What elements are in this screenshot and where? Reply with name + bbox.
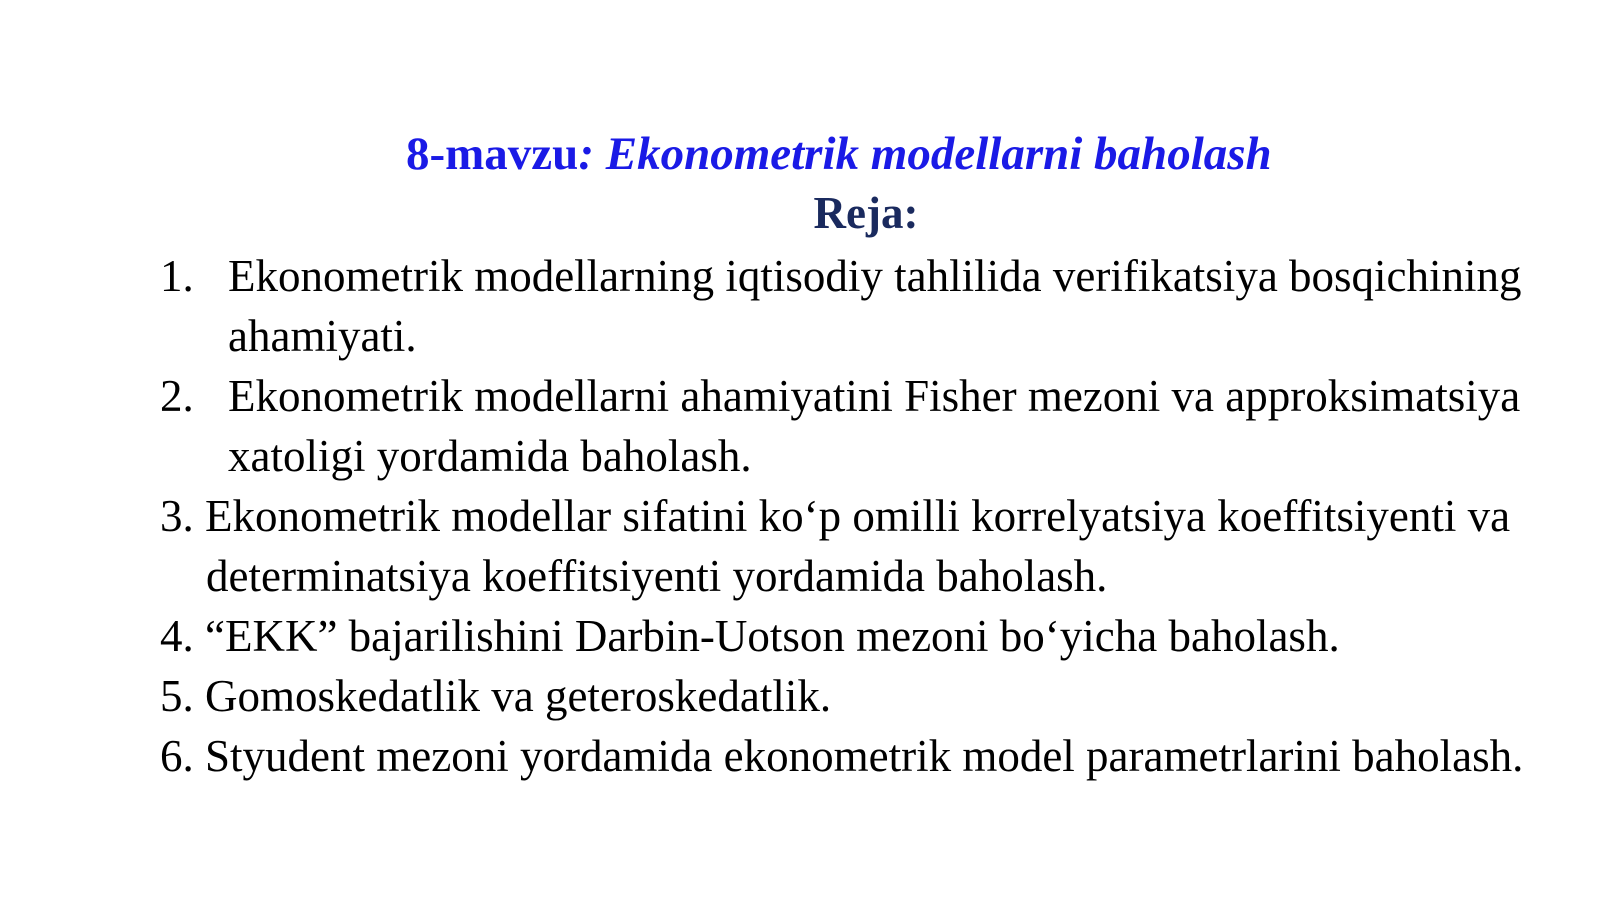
list-item <box>160 666 1580 726</box>
list-item <box>160 246 1580 366</box>
list-item <box>160 726 1580 786</box>
list-item <box>160 366 1580 486</box>
list-item <box>160 606 1580 666</box>
item-text: Ekonometrik modellarning iqtisodiy tahlilida verifikatsiya bosqichining ahamiyati. <box>228 251 1522 361</box>
plan-list <box>160 246 1580 786</box>
title-topic: : Ekonometrik modellarni baholash <box>578 128 1272 180</box>
title-prefix: 8-mavzu <box>406 128 579 180</box>
item-text: 5. Gomoskedatlik va geteroskedatlik. <box>160 671 832 721</box>
item-text: 4. “EKK” bajarilishini Darbin-Uotson mezoni bo‘yicha baholash. <box>160 611 1340 661</box>
slide-title <box>406 126 1272 182</box>
plan-heading: Reja: <box>813 188 919 238</box>
item-text: 3. Ekonometrik modellar sifatini ko‘p omilli korrelyatsiya koeffitsiyenti va determinatsiya koeffitsiyenti yordamida baholash. <box>160 491 1511 601</box>
left-margin-strip <box>0 0 158 899</box>
item-number: 2. <box>160 371 194 421</box>
item-text: Ekonometrik modellarni ahamiyatini Fisher mezoni va approksimatsiya xatoligi yordamida baholash. <box>228 371 1521 481</box>
item-text: 6. Styudent mezoni yordamida ekonometrik model parametrlarini baholash. <box>160 731 1524 781</box>
list-item <box>160 486 1580 606</box>
item-number: 1. <box>160 251 194 301</box>
